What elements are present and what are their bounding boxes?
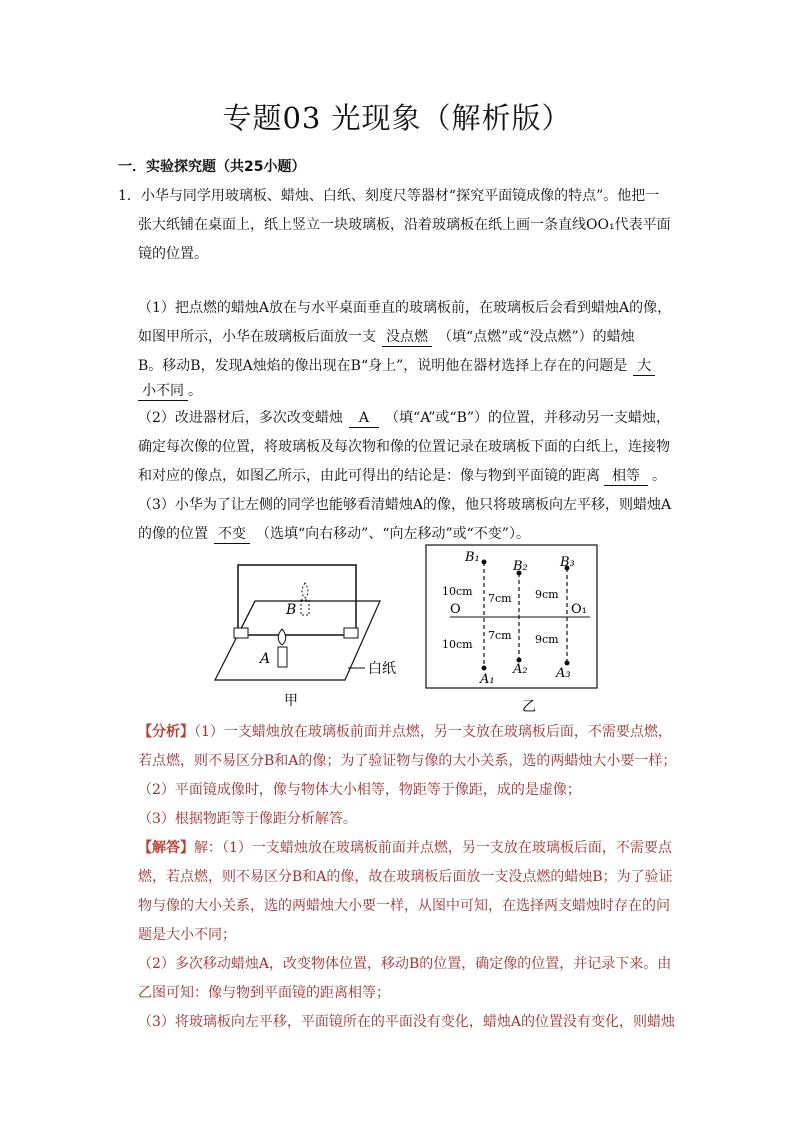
point-a1: [482, 666, 487, 671]
label-white-paper: 白纸: [368, 661, 396, 677]
part2-text: （2）改进器材后，多次改变蜡烛: [138, 410, 343, 426]
analysis-line-3: （2）平面镜成像时，像与物体大小相等，物距等于像距，成的是虚像；: [138, 782, 581, 798]
point-b1: [482, 560, 487, 565]
solution-line-5: （2）多次移动蜡烛A，改变物体位置，移动B的位置，确定像的位置，并记录下来。由: [138, 956, 672, 972]
label-o: O: [450, 602, 461, 617]
part3-text: 的像的位置: [138, 526, 208, 542]
point-a3: [565, 661, 570, 666]
analysis-line-2: 若点燃，则不易区分B和A的像；为了验证物与像的大小关系，选的两蜡烛大小要一样；: [138, 753, 677, 769]
label-b1: B₁: [465, 550, 480, 565]
label-a: A: [260, 651, 271, 667]
figure-jia: [200, 555, 405, 715]
answer-blank-distance: 相等: [604, 467, 648, 486]
label-b: B: [286, 602, 297, 618]
dist-label-top-3: 9cm: [535, 588, 559, 601]
part1-line-2: [138, 323, 678, 352]
part1-line-4: [138, 377, 678, 406]
dist-label-bottom-2: 7cm: [488, 629, 512, 642]
candle-a: [278, 647, 287, 667]
part2-text: 和对应的像点，如图乙所示，由此可得出的结论是：像与物到平面镜的距离: [138, 468, 600, 484]
section-heading: 一．实验探究题（共25小题）: [118, 159, 306, 175]
label-a2: A₂: [513, 662, 528, 677]
part2-text: （填“A”或“B”）的位置，并移动另一支蜡烛，: [385, 410, 671, 426]
part1-text: （填“点燃”或“没点燃”）的蜡烛: [438, 329, 635, 345]
figure-yi: [420, 540, 605, 720]
solution-line-7: （3）将玻璃板向左平移，平面镜所在的平面没有变化，蜡烛A的位置没有变化，则蜡烛: [138, 1014, 676, 1030]
stem-text: 小华与同学用玻璃板、蜡烛、白纸、刻度尺等器材“探究平面镜成像的特点”。他把一: [140, 188, 660, 204]
analysis-line-4: （3）根据物距等于像距分析解答。: [138, 811, 357, 827]
part3-line-1: （3）小华为了让左侧的同学也能够看清蜡烛A的像，他只将玻璃板向左平移，则蜡烛A: [138, 497, 672, 513]
question-stem-line-3: 镜的位置。: [138, 246, 208, 262]
question-stem-line-2: 张大纸铺在桌面上，纸上竖立一块玻璃板，沿着玻璃板在纸上画一条直线OO₁代表平面: [138, 217, 671, 233]
answer-blank-unlit: 没点燃: [382, 328, 432, 347]
solution-line-3: 物与像的大小关系，选的两蜡烛大小要一样，从图中可知，在选择两支蜡烛时存在的问: [138, 898, 670, 914]
label-b2: B₂: [513, 559, 528, 574]
answer-blank-position: 不变: [214, 525, 250, 544]
question-stem-line-1: [118, 182, 678, 211]
caption-jia: 甲: [284, 693, 298, 709]
candle-b-flame-icon: [302, 583, 308, 598]
part3-text: （选填“向右移动”、“向左移动”或“不变”）。: [256, 526, 530, 542]
label-a1: A₁: [480, 672, 495, 687]
part1-line-1: （1）把点燃的蜡烛A放在与水平桌面垂直的玻璃板前，在玻璃板后会看到蜡烛A的像，: [138, 300, 672, 316]
label-b3: B₃: [560, 555, 575, 570]
part2-text: 。: [652, 468, 666, 484]
dist-label-top-2: 7cm: [488, 592, 512, 605]
stand-left: [234, 628, 248, 638]
solution-text: 解：（1）一支蜡烛放在玻璃板前面并点燃，另一支放在玻璃板后面，不需要点: [194, 840, 672, 856]
dist-label-top-1: 10cm: [442, 585, 473, 598]
analysis-text: （1）一支蜡烛放在玻璃板前面并点燃，另一支放在玻璃板后面，不需要点燃，: [194, 724, 672, 740]
candle-a-flame-icon: [278, 629, 286, 645]
dist-label-bottom-3: 9cm: [535, 633, 559, 646]
answer-blank-size-a: 大: [633, 357, 655, 376]
candle-b: [301, 600, 309, 615]
part2-line-2: 确定每次像的位置，将玻璃板及每次物和像的位置记录在玻璃板下面的白纸上，连接物: [138, 439, 670, 455]
caption-yi: 乙: [522, 699, 536, 715]
solution-tag: 【解答】: [138, 840, 194, 856]
page-title: 专题03 光现象（解析版）: [222, 101, 572, 135]
label-o1: O₁: [571, 602, 587, 617]
solution-line-6: 乙图可知：像与物到平面镜的距离相等；: [138, 985, 390, 1001]
stand-right: [344, 628, 358, 638]
part1-text: 如图甲所示，小华在玻璃板后面放一支: [138, 329, 376, 345]
label-a3: A₃: [556, 666, 571, 681]
glass-plate: [238, 565, 356, 635]
solution-line-1: [138, 834, 678, 863]
part2-line-1: [138, 404, 678, 433]
analysis-tag: 【分析】: [138, 724, 194, 740]
answer-blank-size-b: 小不同: [138, 382, 188, 401]
question-number: 1．: [118, 188, 141, 204]
dist-label-bottom-1: 10cm: [442, 638, 473, 651]
part1-text: B。移动B，发现A烛焰的像出现在B“身上”，说明他在器材选择上存在的问题是: [138, 358, 628, 374]
part1-text: 。: [188, 383, 202, 399]
solution-line-2: 燃，若点燃，则不易区分B和A的像，故在玻璃板后面放一支没点燃的蜡烛B；为了验证: [138, 869, 673, 885]
part2-line-3: [138, 462, 678, 491]
answer-blank-candle: A: [349, 409, 379, 428]
solution-line-4: 题是大小不同；: [138, 927, 236, 943]
analysis-line-1: [138, 718, 678, 747]
